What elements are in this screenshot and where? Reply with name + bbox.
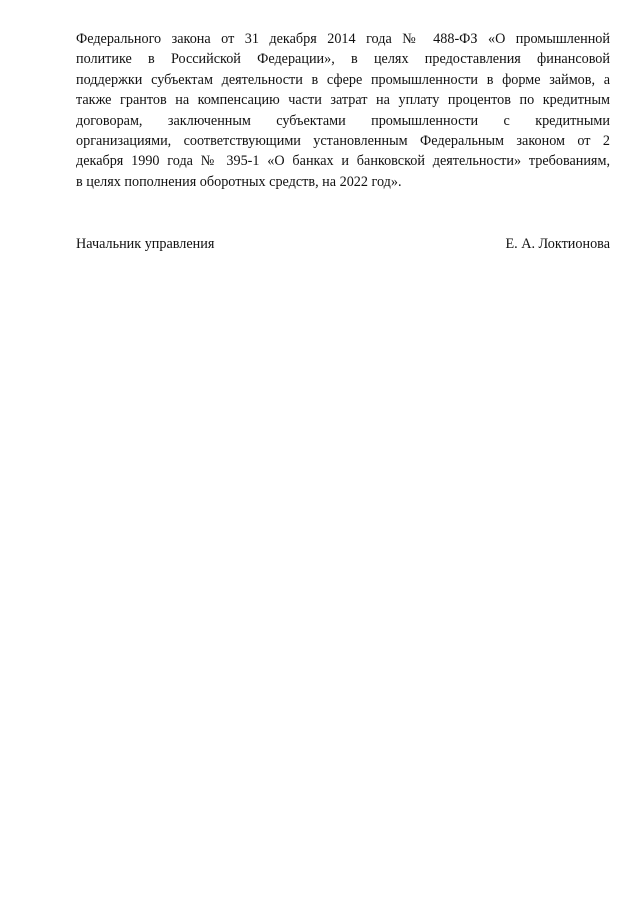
paragraph-line: организациями, соответствующими установленным Федеральным законом от 2 <box>76 132 610 149</box>
paragraph-line: в целях пополнения оборотных средств, на 2022 год». <box>76 173 402 190</box>
signatory-name: Е. А. Локтионова <box>505 236 610 252</box>
paragraph-line: декабря 1990 года № 395-1 «О банках и банковской деятельности» требованиям, <box>76 153 610 170</box>
signatory-title: Начальник управления <box>76 236 215 252</box>
paragraph-line: Федерального закона от 31 декабря 2014 года № 488-ФЗ «О промышленной <box>76 31 610 47</box>
paragraph-line: также грантов на компенсацию части затрат на уплату процентов по кредитным <box>76 92 610 109</box>
paragraph-line: политике в Российской Федерации», в целях предоставления финансовой <box>76 51 610 68</box>
signature-block <box>76 234 610 254</box>
paragraph-line: договорам, заключенным субъектами промышленности с кредитными <box>76 112 610 129</box>
paragraph-line: поддержки субъектам деятельности в сфере промышленности в форме займов, а <box>76 71 610 88</box>
body-paragraph <box>76 29 610 192</box>
